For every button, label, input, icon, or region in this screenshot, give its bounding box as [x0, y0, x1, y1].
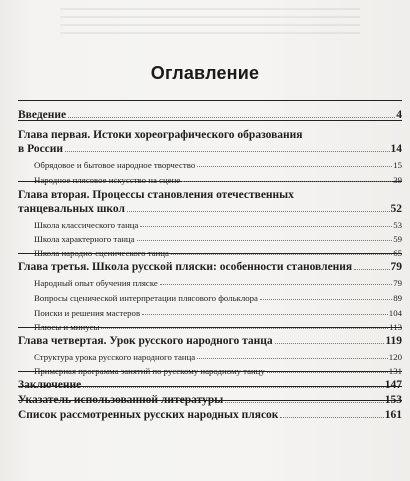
toc-entry-label: в России: [18, 143, 64, 155]
toc-entry-label: Народное плясовое искусство на сцене: [34, 175, 181, 185]
toc-page-number: 89: [393, 293, 402, 303]
toc-page-number: 4: [396, 109, 402, 121]
toc-page-number: 113: [389, 322, 402, 332]
dot-leader: [160, 283, 392, 285]
toc-entry-label: Поиски и решения мастеров: [34, 308, 141, 318]
dot-leader: [280, 416, 383, 418]
dot-leader: [225, 401, 384, 403]
dot-leader: [171, 253, 392, 255]
dot-leader: [83, 386, 384, 388]
toc-page-number: 79: [393, 278, 402, 288]
dot-leader: [267, 371, 388, 373]
toc-entry-label: Школа классического танца: [34, 220, 139, 230]
toc-entry-label: Школа характерного танца: [34, 234, 135, 244]
dot-leader: [140, 225, 392, 227]
toc-entry-label: Список рассмотренных русских народных плясок: [18, 409, 279, 421]
toc-page-number: 65: [393, 248, 402, 258]
toc-page-number: 79: [390, 261, 402, 273]
dot-leader: [127, 210, 390, 212]
toc-entry-label: Глава третья. Школа русской пляски: особенности становления: [18, 261, 353, 273]
dot-leader: [101, 327, 388, 329]
toc-entry-label: Школа народно-сценического танца: [34, 248, 169, 258]
toc-entry-label: Глава первая. Истоки хореографического образования: [18, 129, 303, 141]
toc-page-number: 131: [388, 366, 402, 376]
toc-page-number: 161: [384, 409, 402, 421]
toc-page-number: 104: [388, 308, 402, 318]
dot-leader: [137, 239, 393, 241]
toc-page-number: 120: [388, 352, 402, 362]
toc-entry-label: Введение: [18, 109, 67, 121]
toc-page-number: 53: [393, 220, 402, 230]
toc-page-number: 14: [390, 143, 402, 155]
toc-section-entry[interactable]: [18, 169, 402, 185]
dot-leader: [182, 180, 392, 182]
toc-page-number: 15: [393, 160, 402, 170]
toc-chapter-entry[interactable]: [18, 390, 402, 406]
dot-leader: [142, 313, 388, 315]
toc-entry-label: Примерная программа занятий по русскому народному танцу: [34, 366, 265, 376]
toc-section-entry[interactable]: [18, 316, 402, 332]
dot-leader: [65, 150, 389, 152]
toc-chapter-entry[interactable]: [18, 375, 402, 391]
toc-entry-label: Заключение: [18, 379, 82, 391]
dot-leader: [275, 342, 385, 344]
toc-entry-label: Народный опыт обучения пляске: [34, 278, 158, 288]
toc-chapter-entry[interactable]: [18, 139, 402, 155]
toc-entry-label: Обрядовое и бытовое народное творчество: [34, 160, 196, 170]
toc-page-number: 59: [393, 234, 402, 244]
toc-section-entry[interactable]: [18, 272, 402, 288]
toc-chapter-entry[interactable]: [18, 331, 402, 347]
page-title: Оглавление: [150, 63, 260, 83]
toc-section-entry[interactable]: [18, 360, 402, 376]
dot-leader: [197, 165, 392, 167]
toc-entry-label: Структура урока русского народного танца: [34, 352, 196, 362]
toc-chapter-entry[interactable]: [18, 105, 402, 121]
toc-page-number: 52: [390, 203, 402, 215]
toc-chapter-entry[interactable]: [18, 257, 402, 273]
toc-entry-label: Вопросы сценической интерпретации плясового фольклора: [34, 293, 258, 303]
toc-page-number: 153: [384, 394, 402, 406]
toc-page-number: 147: [384, 379, 402, 391]
dot-leader: [197, 357, 388, 359]
dot-leader: [68, 116, 395, 118]
toc-entry-label: Глава вторая. Процессы становления отечественных: [18, 189, 294, 201]
toc-page-number: 39: [393, 175, 402, 185]
toc-entry-label: Плюсы и минусы: [34, 322, 100, 332]
toc-section-entry[interactable]: [18, 154, 402, 170]
toc-entry-label: танцевальных школ: [18, 203, 125, 215]
section-divider: [18, 100, 402, 101]
toc-entry-label: Указатель использованной литературы: [18, 394, 224, 406]
dot-leader: [354, 268, 389, 270]
toc-entry-label: Глава четвертая. Урок русского народного танца: [18, 335, 273, 347]
toc-section-entry[interactable]: [18, 242, 402, 258]
toc-section-entry[interactable]: [18, 287, 402, 303]
toc-chapter-entry[interactable]: [18, 199, 402, 215]
toc-chapter-entry[interactable]: [18, 405, 402, 421]
bleed-through-text: [60, 2, 360, 42]
toc-page-number: 119: [385, 335, 402, 347]
dot-leader: [260, 298, 392, 300]
